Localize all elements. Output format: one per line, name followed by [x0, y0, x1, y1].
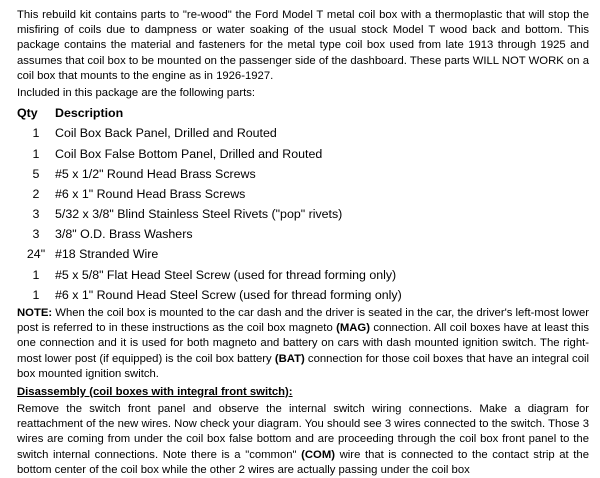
- part-qty: 1: [32, 146, 40, 161]
- document-page: [17, 0, 589, 478]
- note-paragraph: [17, 306, 589, 382]
- parts-row: [17, 164, 589, 184]
- bat-label: (BAT): [274, 352, 305, 365]
- part-qty: 3: [32, 227, 40, 242]
- included-line: Included in this package are the following parts:: [17, 87, 256, 100]
- note-text-2: connection. All coil boxes have at least this one connection and it is used for both magneto and battery on cars with dash mounted ignition switch. The right-most lower post (if equipped) is the coil box battery: [17, 322, 589, 365]
- com-label: (COM): [301, 448, 336, 461]
- parts-table-header: [17, 103, 589, 123]
- parts-row: [17, 265, 589, 285]
- parts-row: [17, 123, 589, 143]
- part-description: #6 x 1" Round Head Steel Screw (used for thread forming only): [55, 287, 402, 302]
- parts-row: [17, 224, 589, 244]
- disassembly-text-2: wire that is connected to the contact strip at the bottom center of the coil box while the other 2 wires are actually passing under the coil box: [17, 448, 589, 476]
- part-qty: 3: [32, 207, 40, 222]
- part-description: Coil Box False Bottom Panel, Drilled and Routed: [55, 146, 323, 161]
- part-qty: 24": [26, 247, 46, 262]
- parts-row: [17, 143, 589, 163]
- parts-row: [17, 285, 589, 305]
- disassembly-paragraph: [17, 402, 589, 478]
- mag-label: (MAG): [336, 322, 370, 335]
- part-qty: 1: [32, 126, 40, 141]
- note-label: NOTE:: [17, 306, 53, 319]
- part-qty: 2: [32, 186, 40, 201]
- intro-paragraph: This rebuild kit contains parts to "re-wood" the Ford Model T metal coil box with a thermoplastic that will stop the misfiring of coils due to dampness or water soaking of the usual stock Model T wood back and bottom. This package contains the material and fasteners for the metal type coil box used from late 1913 through 1925 and assumes that coil box to be mounted on the passenger side of the dashboard. These parts WILL NOT WORK on a coil box that mounts to the engine as in 1926-1927.: [17, 9, 589, 82]
- part-qty: 1: [32, 287, 40, 302]
- part-description: #5 x 5/8" Flat Head Steel Screw (used for thread forming only): [55, 267, 397, 282]
- description-header: Description: [55, 106, 124, 121]
- part-description: 5/32 x 3/8" Blind Stainless Steel Rivets ("pop" rivets): [55, 207, 343, 222]
- part-description: #6 x 1" Round Head Brass Screws: [55, 186, 246, 201]
- part-qty: 1: [32, 267, 40, 282]
- parts-row: [17, 204, 589, 224]
- parts-list: [17, 123, 589, 305]
- part-description: #18 Stranded Wire: [55, 247, 159, 262]
- note-text-3: connection for those coil boxes that have an integral coil box mounted ignition switch.: [17, 352, 589, 380]
- parts-row: [17, 244, 589, 264]
- part-description: #5 x 1/2" Round Head Brass Screws: [55, 166, 256, 181]
- part-description: 3/8" O.D. Brass Washers: [55, 227, 193, 242]
- disassembly-text-1: Remove the switch front panel and observe the internal switch wiring connections. Make a diagram for reattachment of the new wires. Now check your diagram. You should see 3 wires connected to the switch. Those 3 wires are coming from under the coil box false bottom and are proceeding through the coil box front panel to the switch internal connections. Note there is a "common": [17, 402, 589, 461]
- note-text-1: When the coil box is mounted to the car dash and the driver is seated in the car, the driver's left-most lower post is referred to in these instructions as the coil box magneto: [17, 306, 589, 335]
- disassembly-heading: Disassembly (coil boxes with integral front switch):: [17, 385, 293, 398]
- parts-row: [17, 184, 589, 204]
- part-qty: 5: [32, 166, 40, 181]
- qty-header: Qty: [17, 106, 38, 121]
- part-description: Coil Box Back Panel, Drilled and Routed: [55, 126, 277, 141]
